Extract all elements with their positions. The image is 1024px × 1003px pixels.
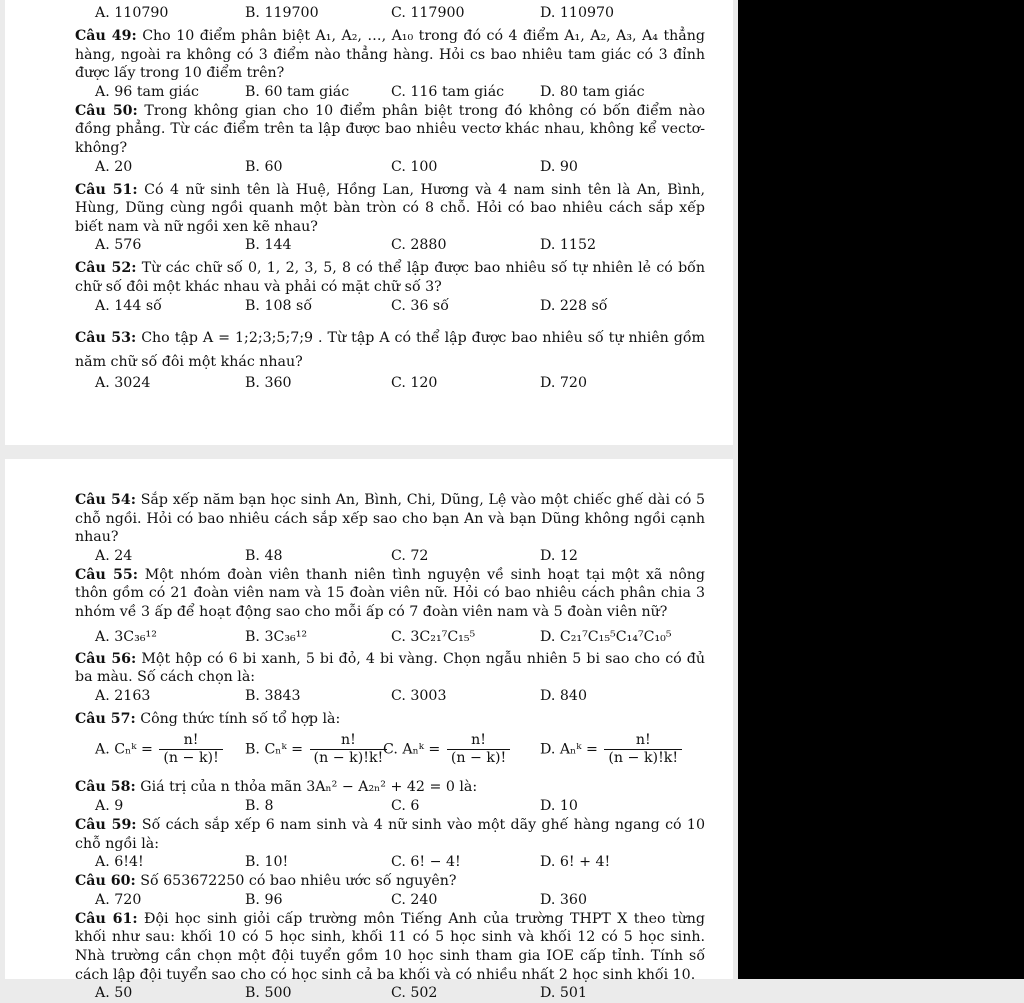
formula-lhs: A. Cₙᵏ =: [95, 741, 153, 758]
options-row: [75, 891, 705, 910]
option-b[interactable]: [245, 732, 389, 767]
option-d[interactable]: D. C₂₁⁷C₁₅⁵C₁₄⁷C₁₀⁵: [540, 628, 672, 645]
formula-lhs: D. Aₙᵏ =: [540, 741, 598, 758]
option-a[interactable]: [95, 732, 225, 767]
options-row: [75, 853, 705, 872]
question-50: [75, 102, 705, 158]
numerator: n!: [604, 732, 682, 750]
option-d[interactable]: [540, 732, 684, 767]
option-a[interactable]: A. 20: [95, 158, 133, 175]
numerator: n!: [447, 732, 510, 750]
option-b[interactable]: B. 10!: [245, 854, 289, 871]
option-d[interactable]: D. 110970: [540, 5, 615, 21]
options-row: [75, 622, 705, 650]
dark-background-panel: [738, 0, 1024, 979]
options-row: [75, 728, 705, 772]
option-c[interactable]: C. 36 số: [391, 297, 449, 314]
question-label: Câu 57:: [75, 710, 136, 727]
question-60: [75, 872, 705, 891]
denominator: (n − k)!: [450, 750, 507, 767]
question-58: [75, 778, 705, 797]
option-c[interactable]: C. 2880: [391, 237, 447, 254]
option-d[interactable]: D. 501: [540, 985, 587, 1002]
options-row: [75, 236, 705, 255]
option-b[interactable]: B. 60: [245, 158, 283, 175]
numerator: n!: [310, 732, 388, 750]
document-page-2: [5, 459, 733, 1002]
options-row: [75, 374, 705, 393]
question-57: [75, 710, 705, 729]
option-c[interactable]: C. 116 tam giác: [391, 83, 505, 100]
option-a[interactable]: A. 24: [95, 547, 133, 564]
option-d[interactable]: D. 720: [540, 374, 587, 391]
denominator: (n − k)!k!: [608, 750, 679, 767]
question-label: Câu 56:: [75, 650, 137, 667]
question-53: [75, 326, 705, 374]
question-text: Trong không gian cho 10 điểm phân biệt trong đó không có bốn điểm nào đồng phẳng. Từ các điểm trên ta lập được bao nhiêu vectơ khác nhau, không kể vectơ-không?: [75, 102, 705, 156]
question-label: Câu 61:: [75, 910, 138, 927]
question-label: Câu 54:: [75, 492, 136, 508]
option-b[interactable]: B. 8: [245, 797, 274, 814]
options-row: [75, 984, 705, 1003]
question-text: Từ các chữ số 0, 1, 2, 3, 5, 8 có thể lập được bao nhiêu số tự nhiên lẻ có bốn chữ số đôi một khác nhau và phải có mặt chữ số 3?: [75, 260, 705, 295]
question-55: [75, 566, 705, 622]
option-c[interactable]: C. 240: [391, 891, 438, 908]
options-row: [75, 4, 705, 23]
option-d[interactable]: D. 228 số: [540, 297, 608, 314]
fraction: [310, 732, 388, 767]
options-row: [75, 83, 705, 102]
option-d[interactable]: D. 90: [540, 158, 578, 175]
question-61: [75, 910, 705, 984]
option-d[interactable]: D. 80 tam giác: [540, 83, 645, 100]
question-text: Một hộp có 6 bi xanh, 5 bi đỏ, 4 bi vàng. Chọn ngẫu nhiên 5 bi sao cho có đủ ba màu. Số cách chọn là:: [75, 650, 705, 686]
fraction: [604, 732, 682, 767]
question-59: [75, 816, 705, 853]
question-54: [75, 491, 705, 547]
option-b[interactable]: B. 500: [245, 985, 292, 1002]
question-51: [75, 181, 705, 237]
option-d[interactable]: D. 6! + 4!: [540, 854, 611, 871]
option-b[interactable]: B. 96: [245, 891, 283, 908]
question-text: Cho tập A = 1;2;3;5;7;9 . Từ tập A có thể lập được bao nhiêu số tự nhiên gồm năm chữ số đôi một khác nhau?: [75, 329, 705, 370]
option-b[interactable]: B. 60 tam giác: [245, 83, 350, 100]
option-a[interactable]: A. 96 tam giác: [95, 83, 199, 100]
option-d[interactable]: D. 1152: [540, 237, 596, 254]
question-text: Một nhóm đoàn viên thanh niên tình nguyện về sinh hoạt tại một xã nông thôn gồm có 21 đoàn viên nam và 15 đoàn viên nữ. Hỏi có bao nhiêu cách phân chia 3 nhóm về 3 ấp để hoạt động sao cho mỗi ấp có 7 đoàn viên nam và 5 đoàn viên nữ?: [75, 566, 705, 620]
options-row: [75, 297, 705, 316]
option-b[interactable]: B. 119700: [245, 5, 319, 21]
question-label: Câu 52:: [75, 260, 137, 277]
question-text: Cho 10 điểm phân biệt A₁, A₂, …, A₁₀ trong đó có 4 điểm A₁, A₂, A₃, A₄ thẳng hàng, ngoài ra không có 3 điểm nào thẳng hàng. Hỏi cs bao nhiêu tam giác có 3 đỉnh được lấy trong 10 điểm trên?: [75, 28, 705, 82]
options-row: [75, 797, 705, 816]
fraction: [159, 732, 222, 767]
question-52: [75, 259, 705, 296]
option-c[interactable]: C. 72: [391, 547, 429, 564]
option-a[interactable]: A. 3C₃₆¹²: [95, 628, 157, 645]
question-label: Câu 59:: [75, 816, 137, 833]
question-label: Câu 60:: [75, 873, 136, 890]
options-row: [75, 687, 705, 706]
fraction: [447, 732, 510, 767]
formula-lhs: C. Aₙᵏ =: [383, 741, 441, 758]
option-a[interactable]: A. 144 số: [95, 297, 162, 314]
option-b[interactable]: B. 108 số: [245, 297, 312, 314]
option-c[interactable]: C. 6: [391, 797, 420, 814]
numerator: n!: [159, 732, 222, 750]
option-c[interactable]: C. 3C₂₁⁷C₁₅⁵: [391, 628, 476, 645]
question-text: Công thức tính số tổ hợp là:: [140, 710, 341, 727]
options-row: [75, 547, 705, 566]
question-text: Sắp xếp năm bạn học sinh An, Bình, Chi, Dũng, Lệ vào một chiếc ghế dài có 5 chỗ ngồi. Hỏi có bao nhiêu cách sắp xếp sao cho bạn An và bạn Dũng không ngồi cạnh nhau?: [75, 492, 706, 546]
question-label: Câu 51:: [75, 181, 138, 198]
option-d[interactable]: D. 12: [540, 547, 578, 564]
option-a[interactable]: A. 3024: [95, 374, 151, 391]
option-b[interactable]: B. 48: [245, 547, 283, 564]
denominator: (n − k)!: [163, 750, 219, 767]
question-text: Số cách sắp xếp 6 nam sinh và 4 nữ sinh vào một dãy ghế hàng ngang có 10 chỗ ngồi là:: [75, 816, 705, 852]
option-a[interactable]: A. 50: [95, 985, 133, 1002]
option-b[interactable]: B. 360: [245, 374, 292, 391]
option-d[interactable]: D. 840: [540, 687, 587, 704]
option-c[interactable]: C. 117900: [391, 5, 465, 21]
option-b[interactable]: B. 144: [245, 237, 292, 254]
question-49: [75, 27, 705, 83]
option-a[interactable]: A. 2163: [95, 687, 151, 704]
option-c[interactable]: C. 6! − 4!: [391, 854, 461, 871]
question-text: Có 4 nữ sinh tên là Huệ, Hồng Lan, Hương và 4 nam sinh tên là An, Bình, Hùng, Dũng cùng ngồi quanh một bàn tròn có 8 chỗ. Hỏi có bao nhiêu cách sắp xếp biết nam và nữ ngồi xen kẽ nhau?: [75, 181, 705, 235]
option-c[interactable]: C. 3003: [391, 687, 447, 704]
question-label: Câu 55:: [75, 566, 138, 583]
question-text: Số 653672250 có bao nhiêu ước số nguyên?: [140, 873, 457, 890]
denominator: (n − k)!k!: [313, 750, 384, 767]
formula-lhs: B. Cₙᵏ =: [245, 741, 304, 758]
option-d[interactable]: D. 10: [540, 797, 578, 814]
option-a[interactable]: A. 9: [95, 797, 124, 814]
question-label: Câu 50:: [75, 102, 138, 119]
question-text: Đội học sinh giỏi cấp trường môn Tiếng Anh của trường THPT X theo từng khối như sau: khối 10 có 5 học sinh, khối 11 có 5 học sinh và khối 12 có 5 học sinh. Nhà trường cần chọn một đội tuyển gồm 10 học sinh tham gia IOE cấp tỉnh. Tính số cách lập đội tuyển sao cho có học sinh cả ba khối và có nhiều nhất 2 học sinh khối 10.: [75, 910, 705, 983]
question-label: Câu 58:: [75, 779, 136, 796]
question-label: Câu 53:: [75, 329, 137, 346]
option-c[interactable]: C. 502: [391, 985, 438, 1002]
option-a[interactable]: A. 110790: [95, 5, 169, 21]
options-row: [75, 158, 705, 177]
option-b[interactable]: B. 3C₃₆¹²: [245, 628, 308, 645]
document-page-1: [5, 0, 733, 445]
option-a[interactable]: A. 576: [95, 237, 142, 254]
option-c[interactable]: C. 120: [391, 374, 438, 391]
option-c[interactable]: [383, 732, 512, 767]
question-56: [75, 650, 705, 687]
option-a[interactable]: A. 720: [95, 891, 142, 908]
option-c[interactable]: C. 100: [391, 158, 438, 175]
option-d[interactable]: D. 360: [540, 891, 587, 908]
option-b[interactable]: B. 3843: [245, 687, 301, 704]
option-a[interactable]: A. 6!4!: [95, 854, 144, 871]
question-text: Giá trị của n thỏa mãn 3Aₙ² − A₂ₙ² + 42 = 0 là:: [140, 779, 478, 796]
question-label: Câu 49:: [75, 28, 137, 44]
